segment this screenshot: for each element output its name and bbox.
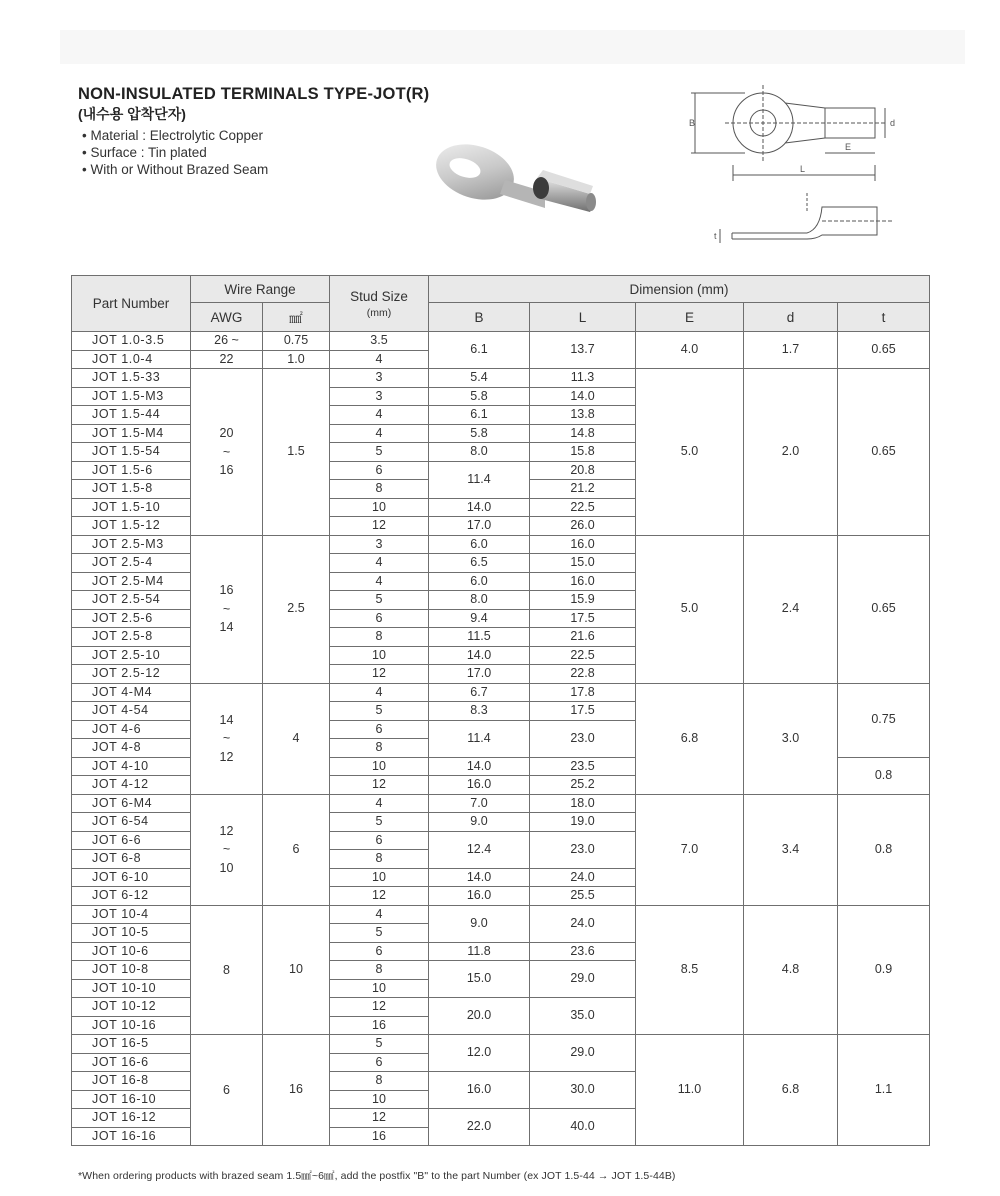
dim-l-cell: 13.8: [530, 406, 636, 425]
dim-b-cell: 8.3: [429, 702, 530, 721]
stud-size-cell: 4: [330, 424, 429, 443]
stud-size-cell: 4: [330, 905, 429, 924]
header-part-number: Part Number: [72, 276, 191, 332]
spec-surface: • Surface : Tin plated: [82, 144, 268, 161]
dim-l-cell: 17.5: [530, 702, 636, 721]
part-number-cell: JOT 10-16: [72, 1016, 191, 1035]
dim-b-cell: 9.0: [429, 813, 530, 832]
dim-d-cell: 2.0: [744, 369, 838, 536]
dim-l-cell: 15.8: [530, 443, 636, 462]
dim-l-cell: 35.0: [530, 998, 636, 1035]
dim-t-cell: 0.8: [838, 794, 930, 905]
dim-d-cell: 2.4: [744, 535, 838, 683]
dim-l-cell: 25.5: [530, 887, 636, 906]
awg-line: 14: [219, 620, 234, 635]
dim-l-cell: 18.0: [530, 794, 636, 813]
dim-l-cell: 21.6: [530, 628, 636, 647]
label-l: L: [800, 164, 806, 174]
label-b: B: [689, 118, 696, 128]
stud-size-cell: 4: [330, 572, 429, 591]
part-number-cell: JOT 1.5-M3: [72, 387, 191, 406]
mm2-cell: 0.75: [263, 332, 330, 351]
dim-l-cell: 23.6: [530, 942, 636, 961]
spec-list: [82, 127, 268, 178]
header-t: t: [838, 303, 930, 332]
awg-cell: [191, 369, 263, 536]
dim-l-cell: 25.2: [530, 776, 636, 795]
stud-size-cell: 5: [330, 702, 429, 721]
stud-size-cell: 4: [330, 350, 429, 369]
stud-size-cell: 4: [330, 683, 429, 702]
dim-l-cell: 11.3: [530, 369, 636, 388]
header-b: B: [429, 303, 530, 332]
part-number-cell: JOT 10-5: [72, 924, 191, 943]
dim-e-cell: 8.5: [636, 905, 744, 1035]
dim-e-cell: 7.0: [636, 794, 744, 905]
awg-cell: [191, 794, 263, 905]
dim-l-cell: 23.5: [530, 757, 636, 776]
stud-size-cell: 12: [330, 517, 429, 536]
header-band: [60, 30, 965, 64]
dim-l-cell: 29.0: [530, 961, 636, 998]
table-row: [72, 794, 930, 813]
awg-line: 6: [223, 1082, 230, 1097]
awg-cell: 22: [191, 350, 263, 369]
dim-b-cell: 22.0: [429, 1109, 530, 1146]
part-number-cell: JOT 1.5-44: [72, 406, 191, 425]
part-number-cell: JOT 2.5-M3: [72, 535, 191, 554]
dim-l-cell: 24.0: [530, 868, 636, 887]
dim-b-cell: 20.0: [429, 998, 530, 1035]
dim-d-cell: 6.8: [744, 1035, 838, 1146]
dim-t-cell: 0.75: [838, 683, 930, 757]
dim-l-cell: 15.9: [530, 591, 636, 610]
stud-size-cell: 6: [330, 831, 429, 850]
stud-size-cell: 4: [330, 794, 429, 813]
dim-b-cell: 11.5: [429, 628, 530, 647]
dim-b-cell: 6.1: [429, 406, 530, 425]
header-e: E: [636, 303, 744, 332]
dim-l-cell: 16.0: [530, 535, 636, 554]
dim-t-cell: 1.1: [838, 1035, 930, 1146]
stud-size-cell: 5: [330, 924, 429, 943]
spec-material: • Material : Electrolytic Copper: [82, 127, 268, 144]
dimension-drawing-side: [712, 193, 902, 258]
awg-line: 16: [219, 583, 234, 598]
dim-l-cell: 16.0: [530, 572, 636, 591]
part-number-cell: JOT 4-6: [72, 720, 191, 739]
dim-e-cell: 6.8: [636, 683, 744, 794]
stud-size-cell: 3.5: [330, 332, 429, 351]
part-number-cell: JOT 6-8: [72, 850, 191, 869]
dim-l-cell: 17.8: [530, 683, 636, 702]
dim-d-cell: 4.8: [744, 905, 838, 1035]
footnote: *When ordering products with brazed seam 1.5㎟~6㎟, add the postfix "B" to the part Number (ex JOT 1.5-44 → JOT 1.5-44B): [78, 1170, 676, 1182]
dim-l-cell: 22.5: [530, 498, 636, 517]
mm2-cell: 1.0: [263, 350, 330, 369]
part-number-cell: JOT 2.5-8: [72, 628, 191, 647]
part-number-cell: JOT 1.5-M4: [72, 424, 191, 443]
dim-b-cell: 16.0: [429, 776, 530, 795]
dim-d-cell: 1.7: [744, 332, 838, 369]
stud-size-cell: 5: [330, 1035, 429, 1054]
dim-b-cell: 5.8: [429, 424, 530, 443]
part-number-cell: JOT 1.5-33: [72, 369, 191, 388]
awg-cell: [191, 683, 263, 794]
awg-line: 12: [219, 749, 234, 764]
stud-size-cell: 10: [330, 498, 429, 517]
dim-b-cell: 7.0: [429, 794, 530, 813]
part-number-cell: JOT 16-12: [72, 1109, 191, 1128]
dim-l-cell: 21.2: [530, 480, 636, 499]
awg-line: 10: [219, 860, 234, 875]
stud-size-cell: 16: [330, 1127, 429, 1146]
stud-size-cell: 12: [330, 1109, 429, 1128]
dim-l-cell: 29.0: [530, 1035, 636, 1072]
part-number-cell: JOT 2.5-6: [72, 609, 191, 628]
stud-size-cell: 10: [330, 1090, 429, 1109]
part-number-cell: JOT 1.5-6: [72, 461, 191, 480]
dim-b-cell: 12.4: [429, 831, 530, 868]
mm2-cell: 16: [263, 1035, 330, 1146]
stud-size-cell: 12: [330, 998, 429, 1017]
header-stud-size-label: Stud Size: [350, 288, 408, 304]
header-stud-size-unit: (mm): [366, 306, 392, 319]
part-number-cell: JOT 10-8: [72, 961, 191, 980]
stud-size-cell: 3: [330, 369, 429, 388]
spec-table: [71, 275, 930, 1146]
dim-b-cell: 6.5: [429, 554, 530, 573]
header-awg: AWG: [191, 303, 263, 332]
dim-b-cell: 14.0: [429, 498, 530, 517]
dim-b-cell: 6.7: [429, 683, 530, 702]
mm2-cell: 6: [263, 794, 330, 905]
dim-e-cell: 5.0: [636, 369, 744, 536]
part-number-cell: JOT 4-M4: [72, 683, 191, 702]
label-t: t: [714, 231, 717, 241]
dim-l-cell: 20.8: [530, 461, 636, 480]
mm2-cell: 2.5: [263, 535, 330, 683]
dim-t-cell: 0.9: [838, 905, 930, 1035]
dim-b-cell: 6.0: [429, 535, 530, 554]
dim-b-cell: 17.0: [429, 665, 530, 684]
spec-table-body: [72, 332, 930, 1146]
part-number-cell: JOT 6-12: [72, 887, 191, 906]
dim-l-cell: 22.5: [530, 646, 636, 665]
awg-line: 8: [223, 962, 230, 977]
stud-size-cell: 8: [330, 480, 429, 499]
page-subtitle: (내수용 압착단자): [78, 106, 186, 122]
stud-size-cell: 8: [330, 1072, 429, 1091]
stud-size-cell: 16: [330, 1016, 429, 1035]
terminal-photo: [425, 132, 655, 227]
dim-l-cell: 19.0: [530, 813, 636, 832]
part-number-cell: JOT 1.0-4: [72, 350, 191, 369]
awg-line: 20: [219, 426, 234, 440]
part-number-cell: JOT 2.5-4: [72, 554, 191, 573]
table-row: [72, 905, 930, 924]
dim-l-cell: 30.0: [530, 1072, 636, 1109]
part-number-cell: JOT 6-10: [72, 868, 191, 887]
part-number-cell: JOT 16-6: [72, 1053, 191, 1072]
label-d: d: [890, 118, 896, 128]
part-number-cell: JOT 16-5: [72, 1035, 191, 1054]
awg-cell: [191, 1035, 263, 1146]
stud-size-cell: 10: [330, 868, 429, 887]
dim-l-cell: 17.5: [530, 609, 636, 628]
header-l: L: [530, 303, 636, 332]
stud-size-cell: 10: [330, 757, 429, 776]
dim-b-cell: 8.0: [429, 443, 530, 462]
part-number-cell: JOT 2.5-54: [72, 591, 191, 610]
dim-b-cell: 8.0: [429, 591, 530, 610]
dim-b-cell: 5.4: [429, 369, 530, 388]
part-number-cell: JOT 16-10: [72, 1090, 191, 1109]
awg-line: ~: [222, 444, 231, 459]
table-row: [72, 332, 930, 351]
awg-line: 14: [219, 712, 234, 727]
table-row: [72, 683, 930, 702]
awg-line: 16: [219, 463, 234, 477]
mm2-cell: 4: [263, 683, 330, 794]
awg-line: ~: [222, 731, 231, 746]
part-number-cell: JOT 10-12: [72, 998, 191, 1017]
stud-size-cell: 8: [330, 628, 429, 647]
part-number-cell: JOT 2.5-12: [72, 665, 191, 684]
stud-size-cell: 6: [330, 1053, 429, 1072]
awg-cell: [191, 535, 263, 683]
part-number-cell: JOT 4-12: [72, 776, 191, 795]
mm2-cell: 1.5: [263, 369, 330, 536]
part-number-cell: JOT 1.5-54: [72, 443, 191, 462]
dim-l-cell: 24.0: [530, 905, 636, 942]
dim-l-cell: 14.0: [530, 387, 636, 406]
dim-l-cell: 23.0: [530, 720, 636, 757]
part-number-cell: JOT 10-4: [72, 905, 191, 924]
table-row: [72, 1035, 930, 1054]
table-row: [72, 535, 930, 554]
dim-t-cell: 0.8: [838, 757, 930, 794]
part-number-cell: JOT 1.0-3.5: [72, 332, 191, 351]
part-number-cell: JOT 10-6: [72, 942, 191, 961]
header-d: d: [744, 303, 838, 332]
dim-b-cell: 5.8: [429, 387, 530, 406]
stud-size-cell: 12: [330, 776, 429, 795]
header-mm2: ㎟: [263, 303, 330, 332]
dim-e-cell: 11.0: [636, 1035, 744, 1146]
awg-line: ~: [222, 842, 231, 857]
dim-l-cell: 23.0: [530, 831, 636, 868]
awg-cell: [191, 905, 263, 1035]
dim-e-cell: 4.0: [636, 332, 744, 369]
dim-b-cell: 6.0: [429, 572, 530, 591]
table-row: [72, 369, 930, 388]
stud-size-cell: 6: [330, 609, 429, 628]
stud-size-cell: 8: [330, 850, 429, 869]
dim-b-cell: 16.0: [429, 887, 530, 906]
dim-b-cell: 9.0: [429, 905, 530, 942]
dim-b-cell: 14.0: [429, 646, 530, 665]
dim-l-cell: 22.8: [530, 665, 636, 684]
dim-b-cell: 16.0: [429, 1072, 530, 1109]
dim-b-cell: 14.0: [429, 868, 530, 887]
dim-b-cell: 12.0: [429, 1035, 530, 1072]
part-number-cell: JOT 6-M4: [72, 794, 191, 813]
stud-size-cell: 12: [330, 665, 429, 684]
dim-l-cell: 26.0: [530, 517, 636, 536]
part-number-cell: JOT 10-10: [72, 979, 191, 998]
dim-l-cell: 15.0: [530, 554, 636, 573]
spec-seam: • With or Without Brazed Seam: [82, 161, 268, 178]
stud-size-cell: 10: [330, 979, 429, 998]
dim-l-cell: 13.7: [530, 332, 636, 369]
awg-line: 12: [219, 823, 234, 838]
dim-l-cell: 40.0: [530, 1109, 636, 1146]
dim-t-cell: 0.65: [838, 369, 930, 536]
dim-l-cell: 14.8: [530, 424, 636, 443]
dim-b-cell: 11.4: [429, 720, 530, 757]
dim-t-cell: 0.65: [838, 535, 930, 683]
stud-size-cell: 5: [330, 443, 429, 462]
stud-size-cell: 6: [330, 461, 429, 480]
part-number-cell: JOT 16-16: [72, 1127, 191, 1146]
page-title: NON-INSULATED TERMINALS TYPE-JOT(R): [78, 85, 430, 103]
dim-b-cell: 15.0: [429, 961, 530, 998]
awg-cell: 26 ~: [191, 332, 263, 351]
part-number-cell: JOT 1.5-8: [72, 480, 191, 499]
part-number-cell: JOT 4-10: [72, 757, 191, 776]
stud-size-cell: 4: [330, 554, 429, 573]
header-stud-size: [330, 276, 429, 332]
part-number-cell: JOT 1.5-12: [72, 517, 191, 536]
dimension-drawing-top: [685, 75, 915, 185]
part-number-cell: JOT 4-54: [72, 702, 191, 721]
stud-size-cell: 5: [330, 813, 429, 832]
header-wire-range: Wire Range: [191, 276, 330, 303]
header-dimension: Dimension (mm): [429, 276, 930, 303]
dim-d-cell: 3.0: [744, 683, 838, 794]
dim-b-cell: 14.0: [429, 757, 530, 776]
stud-size-cell: 12: [330, 887, 429, 906]
dim-b-cell: 11.8: [429, 942, 530, 961]
part-number-cell: JOT 6-6: [72, 831, 191, 850]
dim-t-cell: 0.65: [838, 332, 930, 369]
dim-b-cell: 11.4: [429, 461, 530, 498]
part-number-cell: JOT 16-8: [72, 1072, 191, 1091]
part-number-cell: JOT 1.5-10: [72, 498, 191, 517]
mm2-cell: 10: [263, 905, 330, 1035]
awg-line: ~: [222, 601, 231, 616]
stud-size-cell: 10: [330, 646, 429, 665]
part-number-cell: JOT 2.5-10: [72, 646, 191, 665]
stud-size-cell: 5: [330, 591, 429, 610]
stud-size-cell: 8: [330, 961, 429, 980]
part-number-cell: JOT 6-54: [72, 813, 191, 832]
dim-e-cell: 5.0: [636, 535, 744, 683]
dim-d-cell: 3.4: [744, 794, 838, 905]
stud-size-cell: 4: [330, 406, 429, 425]
part-number-cell: JOT 2.5-M4: [72, 572, 191, 591]
dim-b-cell: 6.1: [429, 332, 530, 369]
part-number-cell: JOT 4-8: [72, 739, 191, 758]
stud-size-cell: 3: [330, 387, 429, 406]
stud-size-cell: 8: [330, 739, 429, 758]
stud-size-cell: 6: [330, 942, 429, 961]
stud-size-cell: 6: [330, 720, 429, 739]
label-e: E: [845, 142, 852, 152]
stud-size-cell: 3: [330, 535, 429, 554]
dim-b-cell: 17.0: [429, 517, 530, 536]
dim-b-cell: 9.4: [429, 609, 530, 628]
